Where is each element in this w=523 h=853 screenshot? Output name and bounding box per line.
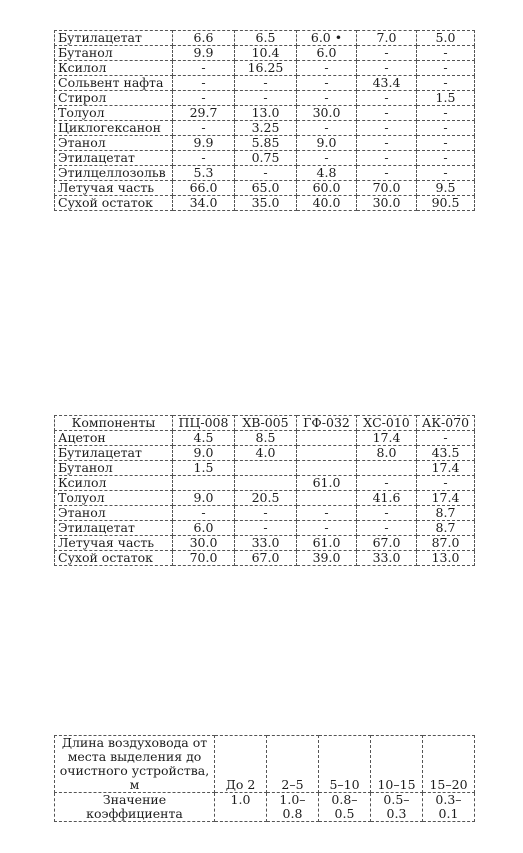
table-cell: 70.0 bbox=[357, 181, 417, 196]
table-cell: 43.4 bbox=[357, 76, 417, 91]
table-cell: 8.0 bbox=[357, 446, 417, 461]
table-cell: 6.0 bbox=[297, 46, 357, 61]
table-cell: - bbox=[297, 61, 357, 76]
table-cell: 8.7 bbox=[417, 521, 475, 536]
table-cell bbox=[235, 461, 297, 476]
table-cell: 66.0 bbox=[173, 181, 235, 196]
table-cell: 33.0 bbox=[235, 536, 297, 551]
table-row bbox=[55, 551, 475, 566]
table-cell: 9.5 bbox=[417, 181, 475, 196]
table-cell: 15–20 bbox=[423, 736, 475, 793]
table-cell: 5.3 bbox=[173, 166, 235, 181]
table-row bbox=[55, 136, 475, 151]
table-cell: 30.0 bbox=[357, 196, 417, 211]
table-cell: - bbox=[417, 121, 475, 136]
table-cell: - bbox=[235, 91, 297, 106]
table-cell: 8.7 bbox=[417, 506, 475, 521]
table-cell: 5.85 bbox=[235, 136, 297, 151]
table-cell: 13.0 bbox=[417, 551, 475, 566]
row-label: Летучая часть bbox=[55, 536, 173, 551]
table-cell: - bbox=[417, 431, 475, 446]
table-cell: 6.0 • bbox=[297, 31, 357, 46]
table-cell: - bbox=[417, 61, 475, 76]
table-cell: 16.25 bbox=[235, 61, 297, 76]
row-label: Сухой остаток bbox=[55, 551, 173, 566]
row-label: Толуол bbox=[55, 106, 173, 121]
table-cell: - bbox=[417, 151, 475, 166]
table-cell: - bbox=[357, 121, 417, 136]
table-row bbox=[55, 736, 475, 793]
table-cell: 30.0 bbox=[173, 536, 235, 551]
row-label: Бутилацетат bbox=[55, 446, 173, 461]
table-cell: - bbox=[235, 506, 297, 521]
table-cell: 9.9 bbox=[173, 136, 235, 151]
header-cell: Компоненты bbox=[55, 416, 173, 431]
table-header-row bbox=[55, 416, 475, 431]
table-cell: 0.8–0.5 bbox=[319, 793, 371, 822]
table-cell: - bbox=[173, 61, 235, 76]
table-cell: 39.0 bbox=[297, 551, 357, 566]
solvent-composition-table-2 bbox=[54, 415, 475, 566]
table-cell bbox=[235, 476, 297, 491]
table-cell: 10–15 bbox=[371, 736, 423, 793]
header-cell: ПЦ-008 bbox=[173, 416, 235, 431]
table-cell: 5–10 bbox=[319, 736, 371, 793]
table-cell: 6.6 bbox=[173, 31, 235, 46]
row-label: Этилацетат bbox=[55, 521, 173, 536]
table-cell: 9.0 bbox=[297, 136, 357, 151]
table-cell: 17.4 bbox=[417, 461, 475, 476]
table-row bbox=[55, 521, 475, 536]
table-cell: - bbox=[417, 106, 475, 121]
table-cell: - bbox=[235, 521, 297, 536]
table-cell: 61.0 bbox=[297, 536, 357, 551]
table-cell: 8.5 bbox=[235, 431, 297, 446]
table-row bbox=[55, 461, 475, 476]
table-cell: - bbox=[357, 476, 417, 491]
table-cell: 17.4 bbox=[417, 491, 475, 506]
table-cell: 0.75 bbox=[235, 151, 297, 166]
row-label: Бутилацетат bbox=[55, 31, 173, 46]
table-cell: 0.3–0.1 bbox=[423, 793, 475, 822]
table-cell bbox=[297, 446, 357, 461]
table-row bbox=[55, 793, 475, 822]
table-cell: 6.0 bbox=[173, 521, 235, 536]
table-cell: 4.8 bbox=[297, 166, 357, 181]
table-cell: 1.0 bbox=[215, 793, 267, 822]
table-row bbox=[55, 431, 475, 446]
row-label: Бутанол bbox=[55, 46, 173, 61]
table-cell bbox=[297, 461, 357, 476]
table-row bbox=[55, 91, 475, 106]
table-cell: - bbox=[173, 76, 235, 91]
table-row bbox=[55, 476, 475, 491]
header-cell: АК-070 bbox=[417, 416, 475, 431]
row-label: Стирол bbox=[55, 91, 173, 106]
table-cell: 1.0–0.8 bbox=[267, 793, 319, 822]
table-cell: - bbox=[173, 506, 235, 521]
row-label: Бутанол bbox=[55, 461, 173, 476]
table-cell: 41.6 bbox=[357, 491, 417, 506]
table-cell: 90.5 bbox=[417, 196, 475, 211]
table-cell: - bbox=[417, 166, 475, 181]
table-cell: 9.0 bbox=[173, 446, 235, 461]
row-label: Этанол bbox=[55, 506, 173, 521]
row-label: Толуол bbox=[55, 491, 173, 506]
table-cell: 35.0 bbox=[235, 196, 297, 211]
table-row bbox=[55, 121, 475, 136]
header-cell: ГФ-032 bbox=[297, 416, 357, 431]
table-row bbox=[55, 446, 475, 461]
row-label: Этанол bbox=[55, 136, 173, 151]
solvent-composition-table-1 bbox=[54, 30, 475, 211]
table-cell: 30.0 bbox=[297, 106, 357, 121]
table-row bbox=[55, 491, 475, 506]
row-label: Сухой остаток bbox=[55, 196, 173, 211]
table-cell: - bbox=[235, 76, 297, 91]
table-cell: - bbox=[357, 506, 417, 521]
table-cell bbox=[173, 476, 235, 491]
table-cell: 13.0 bbox=[235, 106, 297, 121]
row-label: Этилацетат bbox=[55, 151, 173, 166]
row-label: Значение коэффициента bbox=[55, 793, 215, 822]
table-cell: 2–5 bbox=[267, 736, 319, 793]
table-cell: 20.5 bbox=[235, 491, 297, 506]
table-cell bbox=[297, 431, 357, 446]
table-row bbox=[55, 76, 475, 91]
table-cell: 4.5 bbox=[173, 431, 235, 446]
table-cell bbox=[297, 491, 357, 506]
table-cell: 10.4 bbox=[235, 46, 297, 61]
table-cell: - bbox=[417, 476, 475, 491]
table-cell: - bbox=[417, 136, 475, 151]
table-cell bbox=[357, 461, 417, 476]
row-label: Циклогексанон bbox=[55, 121, 173, 136]
row-label: Ацетон bbox=[55, 431, 173, 446]
table-row bbox=[55, 106, 475, 121]
table-cell: 70.0 bbox=[173, 551, 235, 566]
row-label: Длина воздуховода от места выделения до очистного устройства, м bbox=[55, 736, 215, 793]
table-cell: - bbox=[297, 151, 357, 166]
table-cell: 9.0 bbox=[173, 491, 235, 506]
table-cell: 3.25 bbox=[235, 121, 297, 136]
table-row bbox=[55, 31, 475, 46]
table-cell: - bbox=[357, 166, 417, 181]
row-label: Летучая часть bbox=[55, 181, 173, 196]
table-cell: 61.0 bbox=[297, 476, 357, 491]
table-cell: 17.4 bbox=[357, 431, 417, 446]
table-row bbox=[55, 46, 475, 61]
table-cell: - bbox=[417, 46, 475, 61]
table-cell: - bbox=[357, 46, 417, 61]
table-row bbox=[55, 536, 475, 551]
table-row bbox=[55, 61, 475, 76]
table-cell: 65.0 bbox=[235, 181, 297, 196]
table-row bbox=[55, 196, 475, 211]
table-cell: - bbox=[357, 136, 417, 151]
table-cell: 6.5 bbox=[235, 31, 297, 46]
header-cell: ХВ-005 bbox=[235, 416, 297, 431]
table-cell: 60.0 bbox=[297, 181, 357, 196]
table-cell: 0.5–0.3 bbox=[371, 793, 423, 822]
table-cell: - bbox=[357, 91, 417, 106]
table-cell: - bbox=[297, 521, 357, 536]
table-cell: - bbox=[357, 106, 417, 121]
table-cell: 67.0 bbox=[357, 536, 417, 551]
table-cell: - bbox=[235, 166, 297, 181]
table-cell: - bbox=[173, 91, 235, 106]
table-cell: 67.0 bbox=[235, 551, 297, 566]
table-cell: - bbox=[357, 61, 417, 76]
table-cell: 7.0 bbox=[357, 31, 417, 46]
header-cell: ХС-010 bbox=[357, 416, 417, 431]
table-cell: 33.0 bbox=[357, 551, 417, 566]
row-label: Ксилол bbox=[55, 476, 173, 491]
table-cell: - bbox=[173, 121, 235, 136]
table-cell: 43.5 bbox=[417, 446, 475, 461]
table-row bbox=[55, 506, 475, 521]
row-label: Ксилол bbox=[55, 61, 173, 76]
table-row bbox=[55, 151, 475, 166]
table-cell: 40.0 bbox=[297, 196, 357, 211]
table-cell: - bbox=[297, 506, 357, 521]
row-label: Сольвент нафта bbox=[55, 76, 173, 91]
table-cell: 29.7 bbox=[173, 106, 235, 121]
table-cell: 34.0 bbox=[173, 196, 235, 211]
table-cell: - bbox=[173, 151, 235, 166]
table-cell: - bbox=[357, 521, 417, 536]
table-cell: 87.0 bbox=[417, 536, 475, 551]
table-cell: - bbox=[357, 151, 417, 166]
table-cell: 5.0 bbox=[417, 31, 475, 46]
table-cell: - bbox=[417, 76, 475, 91]
duct-length-coefficient-table bbox=[54, 735, 475, 822]
table-cell: 1.5 bbox=[417, 91, 475, 106]
table-cell: 1.5 bbox=[173, 461, 235, 476]
table-cell: - bbox=[297, 121, 357, 136]
table-cell: 9.9 bbox=[173, 46, 235, 61]
table-cell: - bbox=[297, 76, 357, 91]
table-cell: - bbox=[297, 91, 357, 106]
table-cell: 4.0 bbox=[235, 446, 297, 461]
table-row bbox=[55, 181, 475, 196]
table-row bbox=[55, 166, 475, 181]
row-label: Этилцеллозольв bbox=[55, 166, 173, 181]
table-cell: До 2 bbox=[215, 736, 267, 793]
